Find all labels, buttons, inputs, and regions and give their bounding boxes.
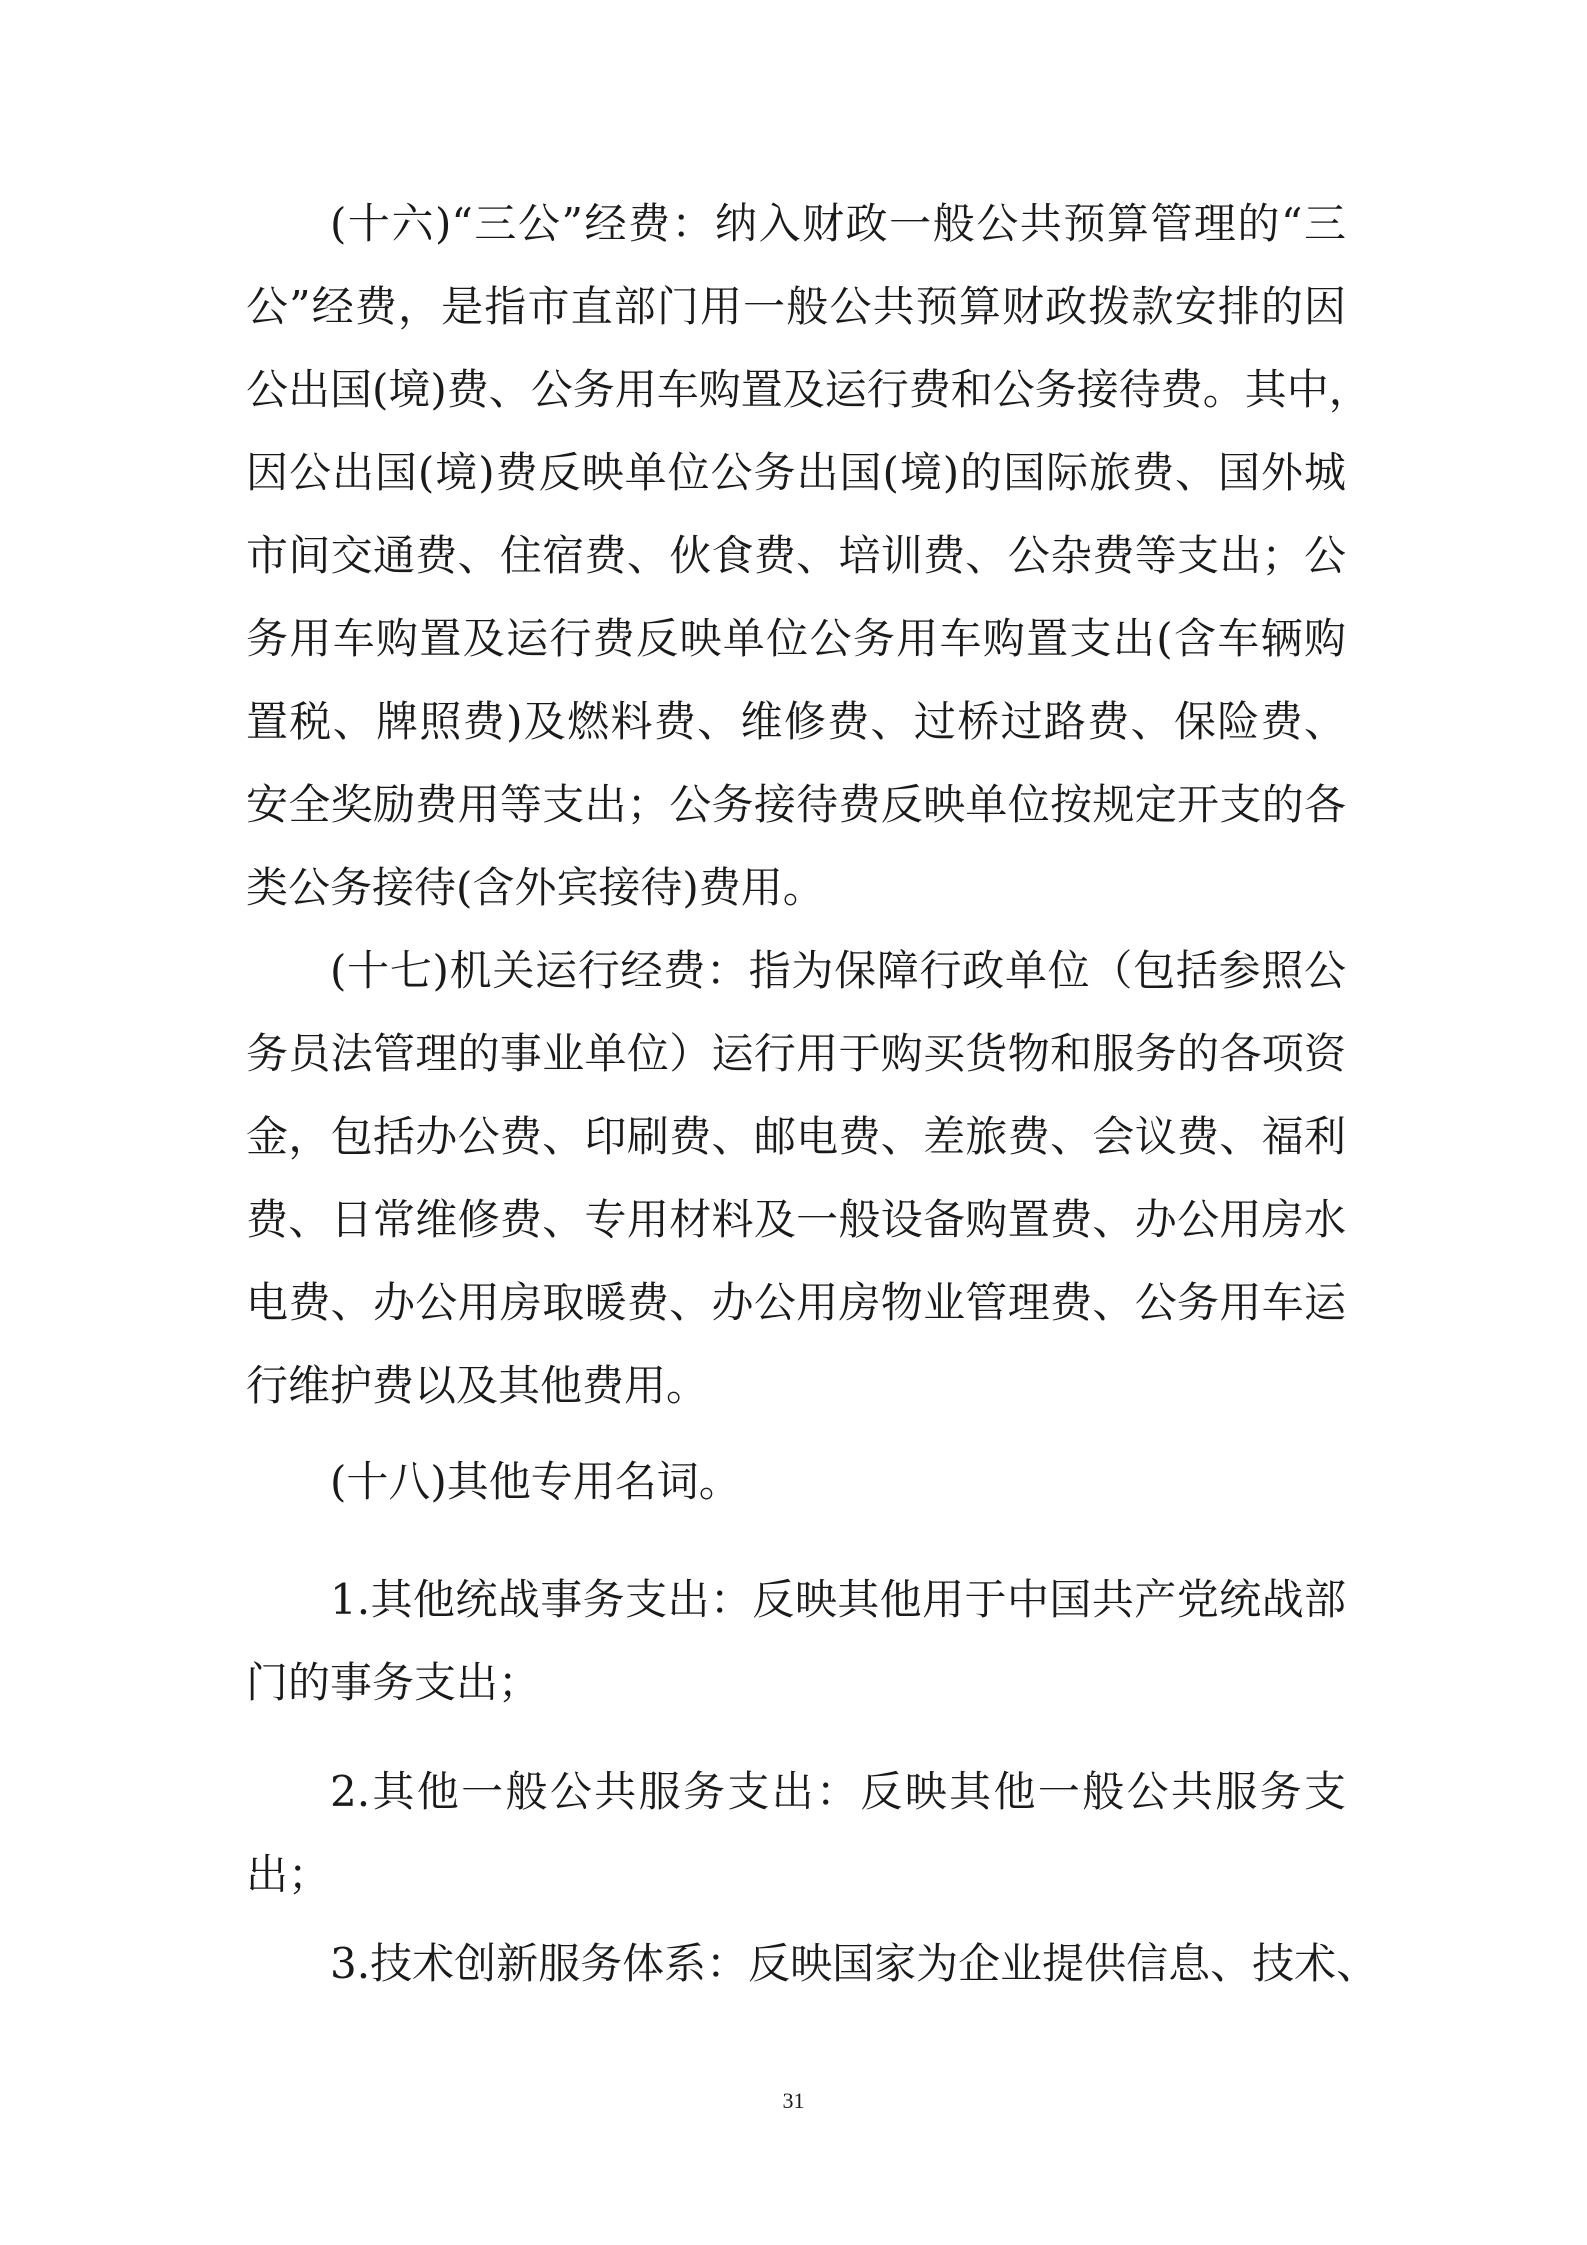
item-2-line-1: 2.其他一般公共服务支出：反映其他一般公共服务支 [330, 1767, 1346, 1816]
item-1-line-2: 门的事务支出； [246, 1658, 541, 1707]
paragraph-16-line-4: 因公出国(境)费反映单位公务出国(境)的国际旅费、国外城 [246, 448, 1346, 497]
paragraph-17-line-1: (十七)机关运行经费：指为保障行政单位（包括参照公 [330, 946, 1346, 995]
paragraph-16-line-2: 公”经费，是指市直部门用一般公共预算财政拨款安排的因 [246, 282, 1346, 331]
item-3-line-1: 3.技术创新服务体系：反映国家为企业提供信息、技术、 [330, 1939, 1379, 1988]
paragraph-17-line-2: 务员法管理的事业单位）运行用于购买货物和服务的各项资 [246, 1029, 1346, 1078]
paragraph-17-line-5: 电费、办公用房取暖费、办公用房物业管理费、公务用车运 [246, 1278, 1346, 1327]
paragraph-18-heading: (十八)其他专用名词。 [330, 1457, 741, 1506]
paragraph-16-line-6: 务用车购置及运行费反映单位公务用车购置支出(含车辆购 [246, 614, 1346, 663]
paragraph-16-line-3: 公出国(境)费、公务用车购置及运行费和公务接待费。其中， [246, 365, 1371, 414]
paragraph-16-line-8: 安全奖励费用等支出；公务接待费反映单位按规定开支的各 [246, 780, 1346, 829]
item-2-line-2: 出； [246, 1850, 331, 1899]
paragraph-16-line-5: 市间交通费、住宿费、伙食费、培训费、公杂费等支出；公 [246, 531, 1346, 580]
paragraph-16-line-7: 置税、牌照费)及燃料费、维修费、过桥过路费、保险费、 [246, 697, 1346, 746]
paragraph-16-line-9: 类公务接待(含外宾接待)费用。 [246, 863, 825, 912]
page-number: 31 [782, 2088, 805, 2113]
paragraph-17-line-3: 金，包括办公费、印刷费、邮电费、差旅费、会议费、福利 [246, 1112, 1346, 1161]
item-1-line-1: 1.其他统战事务支出：反映其他用于中国共产党统战部 [330, 1575, 1346, 1624]
paragraph-16-line-1: (十六)“三公”经费：纳入财政一般公共预算管理的“三 [330, 199, 1346, 248]
paragraph-17-line-6: 行维护费以及其他费用。 [246, 1361, 709, 1410]
paragraph-17-line-4: 费、日常维修费、专用材料及一般设备购置费、办公用房水 [246, 1195, 1346, 1244]
